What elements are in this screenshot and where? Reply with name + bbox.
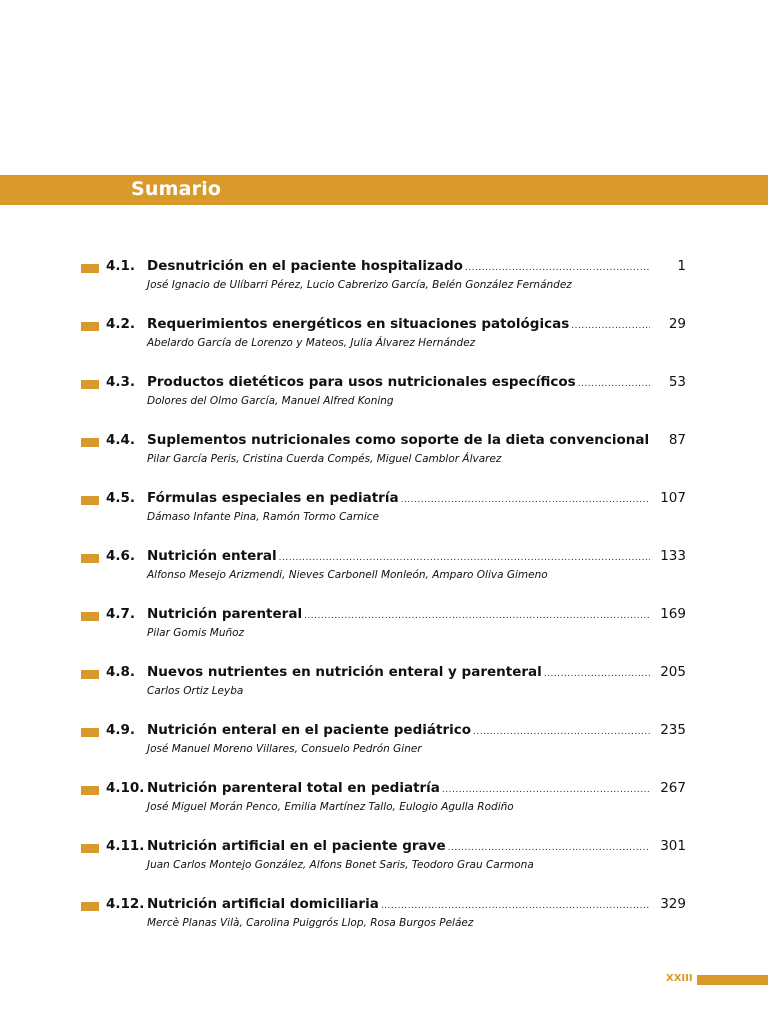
chapter-title[interactable]: Requerimientos energéticos en situaciones patológicas xyxy=(147,316,570,332)
dot-leader xyxy=(571,321,650,331)
page-number: 169 xyxy=(660,606,686,622)
bullet-marker xyxy=(81,438,99,447)
chapter-title-row xyxy=(147,722,650,738)
toc-entry[interactable] xyxy=(0,490,768,548)
chapter-number: 4.6. xyxy=(106,548,136,564)
chapter-title-row xyxy=(147,490,650,506)
bullet-marker xyxy=(81,670,99,679)
dot-leader xyxy=(473,727,650,737)
chapter-number: 4.5. xyxy=(106,490,136,506)
toc-entry[interactable] xyxy=(0,548,768,606)
dot-leader xyxy=(401,495,650,505)
chapter-authors: Carlos Ortiz Leyba xyxy=(147,685,244,697)
chapter-title[interactable]: Nutrición artificial en el paciente grave xyxy=(147,838,446,854)
chapter-number: 4.10. xyxy=(106,780,145,796)
table-of-contents xyxy=(0,258,768,954)
toc-entry[interactable] xyxy=(0,780,768,838)
toc-entry[interactable] xyxy=(0,722,768,780)
toc-entry[interactable] xyxy=(0,896,768,954)
page-number: 87 xyxy=(668,432,686,448)
bullet-marker xyxy=(81,380,99,389)
header-bar xyxy=(0,175,768,205)
chapter-title-row xyxy=(147,258,650,274)
footer-page-number: XXIII xyxy=(666,973,693,984)
chapter-title[interactable]: Suplementos nutricionales como soporte de la dieta convencional xyxy=(147,432,650,448)
chapter-title[interactable]: Nutrición parenteral total en pediatría xyxy=(147,780,440,796)
toc-entry[interactable] xyxy=(0,432,768,490)
dot-leader xyxy=(381,901,650,911)
chapter-authors: Pilar García Peris, Cristina Cuerda Compés, Miguel Camblor Álvarez xyxy=(147,453,502,465)
chapter-authors: José Ignacio de Ulíbarri Pérez, Lucio Cabrerizo García, Belén González Fernández xyxy=(147,279,572,291)
toc-entry[interactable] xyxy=(0,664,768,722)
toc-entry[interactable] xyxy=(0,316,768,374)
chapter-title-row xyxy=(147,664,650,680)
chapter-title-row xyxy=(147,432,650,448)
dot-leader xyxy=(442,785,650,795)
page-number: 235 xyxy=(660,722,686,738)
bullet-marker xyxy=(81,902,99,911)
bullet-marker xyxy=(81,554,99,563)
chapter-number: 4.12. xyxy=(106,896,145,912)
chapter-title-row xyxy=(147,316,650,332)
toc-entry[interactable] xyxy=(0,258,768,316)
chapter-title-row xyxy=(147,896,650,912)
dot-leader xyxy=(465,263,650,273)
chapter-number: 4.2. xyxy=(106,316,136,332)
chapter-number: 4.7. xyxy=(106,606,136,622)
chapter-authors: Pilar Gomis Muñoz xyxy=(147,627,245,639)
page-number: 301 xyxy=(660,838,686,854)
chapter-title-row xyxy=(147,606,650,622)
dot-leader xyxy=(448,843,650,853)
page-number: 205 xyxy=(660,664,686,680)
page-number: 107 xyxy=(660,490,686,506)
chapter-number: 4.11. xyxy=(106,838,145,854)
page-number: 1 xyxy=(677,258,686,274)
chapter-title[interactable]: Desnutrición en el paciente hospitalizado xyxy=(147,258,463,274)
chapter-title[interactable]: Nutrición enteral xyxy=(147,548,277,564)
chapter-title-row xyxy=(147,780,650,796)
chapter-title-row xyxy=(147,374,650,390)
chapter-title-row xyxy=(147,838,650,854)
bullet-marker xyxy=(81,612,99,621)
dot-leader xyxy=(544,669,650,679)
chapter-authors: Dámaso Infante Pina, Ramón Tormo Carnice xyxy=(147,511,379,523)
chapter-number: 4.3. xyxy=(106,374,136,390)
chapter-title[interactable]: Nutrición enteral en el paciente pediátrico xyxy=(147,722,471,738)
bullet-marker xyxy=(81,496,99,505)
chapter-number: 4.4. xyxy=(106,432,136,448)
toc-entry[interactable] xyxy=(0,606,768,664)
chapter-title[interactable]: Nutrición parenteral xyxy=(147,606,303,622)
footer-bar xyxy=(697,975,768,985)
page-number: 329 xyxy=(660,896,686,912)
chapter-title[interactable]: Nutrición artificial domiciliaria xyxy=(147,896,379,912)
page-title: Sumario xyxy=(131,178,222,200)
chapter-authors: José Manuel Moreno Villares, Consuelo Pedrón Giner xyxy=(147,743,422,755)
chapter-number: 4.1. xyxy=(106,258,136,274)
chapter-title[interactable]: Productos dietéticos para usos nutricionales específicos xyxy=(147,374,576,390)
dot-leader xyxy=(578,379,650,389)
dot-leader xyxy=(279,553,650,563)
page-number: 53 xyxy=(668,374,686,390)
page-number: 133 xyxy=(660,548,686,564)
chapter-title-row xyxy=(147,548,650,564)
chapter-authors: Dolores del Olmo García, Manuel Alfred Koning xyxy=(147,395,394,407)
chapter-title[interactable]: Fórmulas especiales en pediatría xyxy=(147,490,399,506)
page-number: 29 xyxy=(668,316,686,332)
toc-entry[interactable] xyxy=(0,838,768,896)
chapter-authors: Abelardo García de Lorenzo y Mateos, Julia Álvarez Hernández xyxy=(147,337,476,349)
bullet-marker xyxy=(81,786,99,795)
page-number: 267 xyxy=(660,780,686,796)
bullet-marker xyxy=(81,264,99,273)
bullet-marker xyxy=(81,844,99,853)
toc-entry[interactable] xyxy=(0,374,768,432)
dot-leader xyxy=(304,611,650,621)
chapter-authors: Juan Carlos Montejo González, Alfons Bonet Saris, Teodoro Grau Carmona xyxy=(147,859,534,871)
chapter-authors: Alfonso Mesejo Arizmendi, Nieves Carbonell Monleón, Amparo Oliva Gimeno xyxy=(147,569,548,581)
chapter-title[interactable]: Nuevos nutrientes en nutrición enteral y parenteral xyxy=(147,664,542,680)
chapter-authors: José Miguel Morán Penco, Emilia Martínez Tallo, Eulogio Agulla Rodiño xyxy=(147,801,514,813)
chapter-authors: Mercè Planas Vilà, Carolina Puiggrós Llop, Rosa Burgos Peláez xyxy=(147,917,474,929)
chapter-number: 4.8. xyxy=(106,664,136,680)
chapter-number: 4.9. xyxy=(106,722,136,738)
bullet-marker xyxy=(81,728,99,737)
bullet-marker xyxy=(81,322,99,331)
